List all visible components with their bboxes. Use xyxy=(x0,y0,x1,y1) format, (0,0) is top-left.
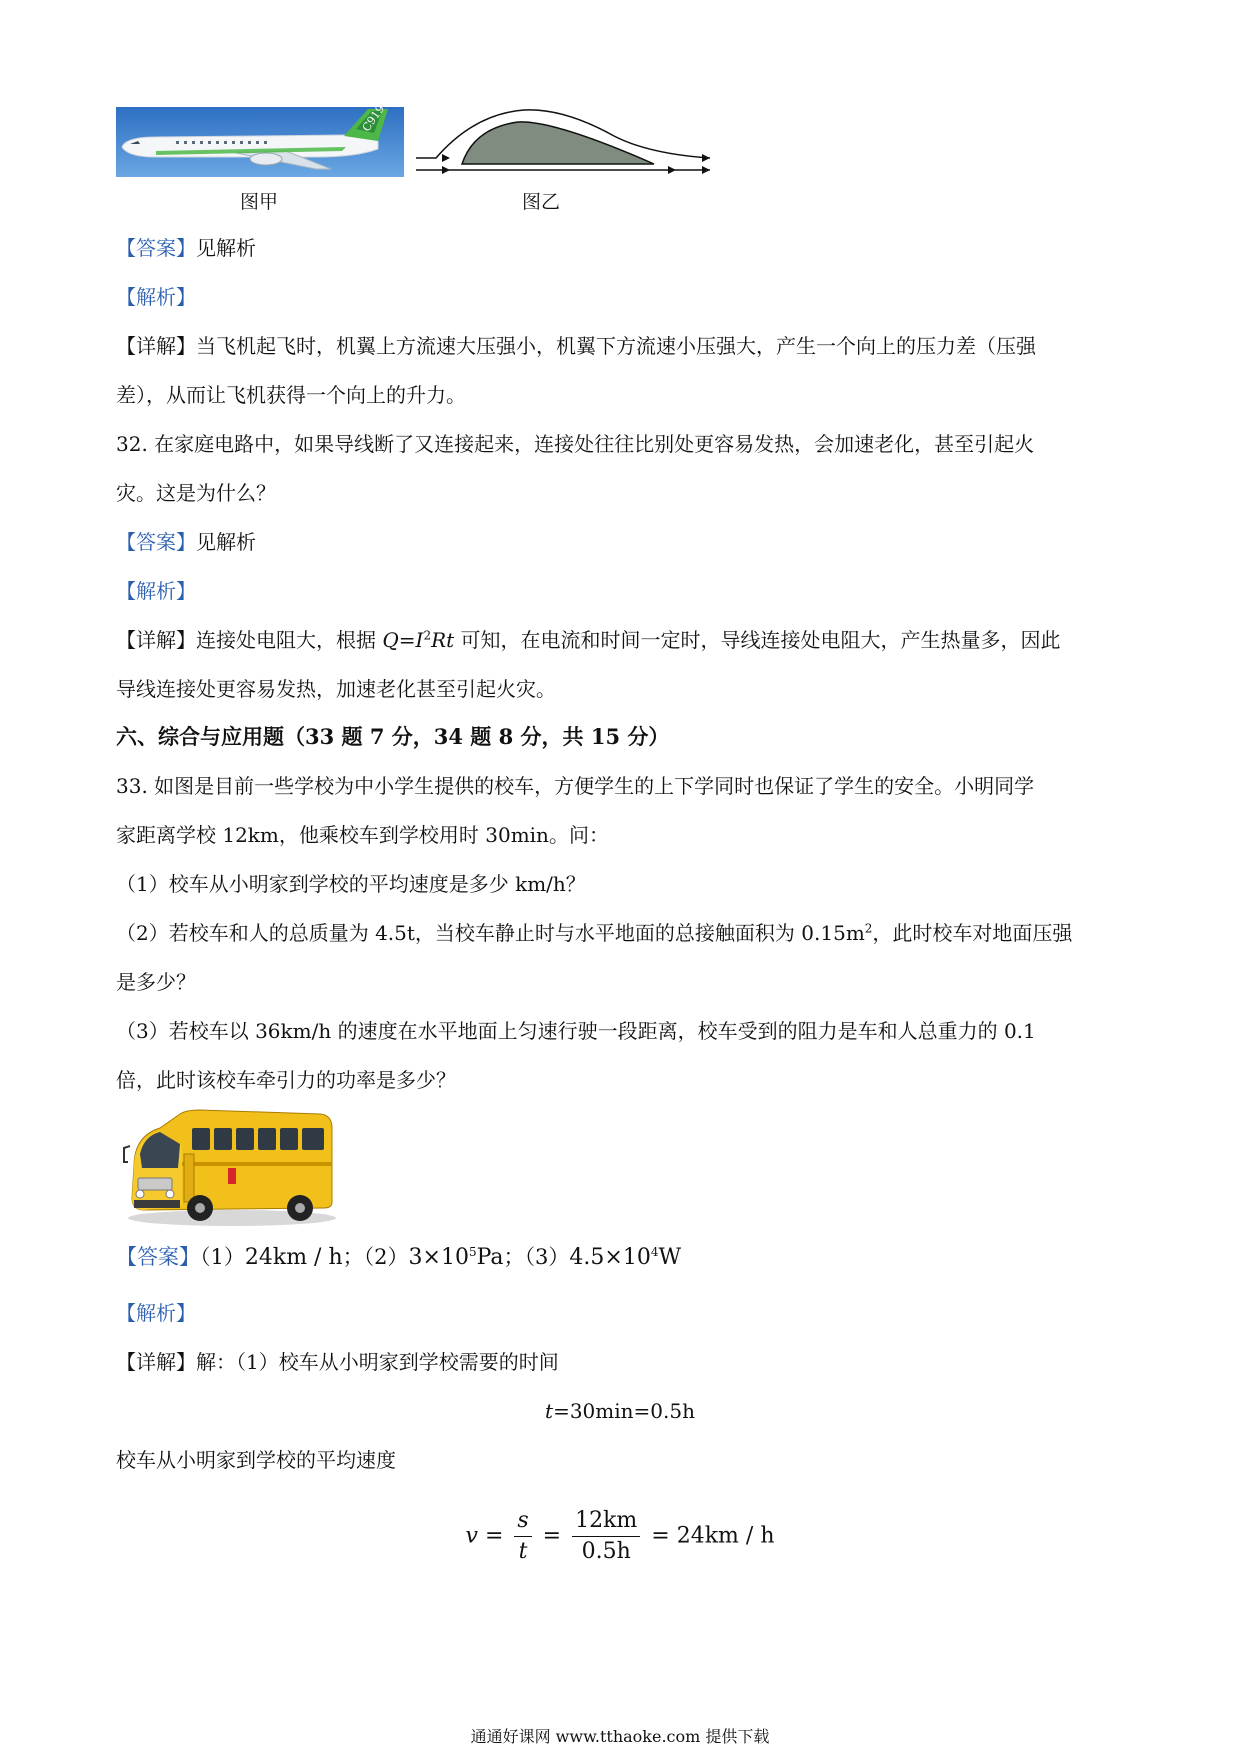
answer-tag: 【答案】 xyxy=(116,236,196,260)
plane-figure-caption: 图甲 xyxy=(240,191,279,213)
eq-time-rest: =30min=0.5h xyxy=(553,1399,695,1423)
q32-question-line2: 灾。这是为什么？ xyxy=(116,481,276,505)
section-heading: 六、综合与应用题（33 题 7 分，34 题 8 分，共 15 分） xyxy=(116,724,670,749)
ans1-value: 24km / h xyxy=(244,1245,343,1270)
speed-intro: 校车从小明家到学校的平均速度 xyxy=(116,1448,396,1472)
eq-den: 0.5h xyxy=(581,1539,631,1564)
q33-sub1: （1）校车从小明家到学校的平均速度是多少 km/h？ xyxy=(116,872,586,896)
ans2-unit: Pa xyxy=(476,1245,504,1270)
eq-num: 12km xyxy=(572,1506,640,1537)
answer-tag: 【答案】 xyxy=(116,1245,200,1269)
detail-text: 解：（1）校车从小明家到学校需要的时间 xyxy=(196,1350,559,1374)
sub2-exp: 2 xyxy=(864,921,873,936)
speed-equation xyxy=(0,1506,1240,1567)
school-bus-illustration xyxy=(120,1106,340,1228)
q33-sub3-line2: 倍，此时该校车牵引力的功率是多少？ xyxy=(116,1068,456,1092)
eq-result: 24km / h xyxy=(676,1523,775,1549)
answer-text: 见解析 xyxy=(196,236,256,260)
q32-detail-line1 xyxy=(116,626,1061,654)
plane-illustration xyxy=(116,107,404,177)
formula-i: I xyxy=(415,628,424,652)
ans2-label: （2） xyxy=(363,1245,409,1269)
formula-exp: 2 xyxy=(423,628,432,643)
airfoil-diagram xyxy=(414,108,714,180)
separator: ； xyxy=(503,1245,525,1269)
sub2-post: ，此时校车对地面压强 xyxy=(872,921,1073,945)
separator: ； xyxy=(342,1245,364,1269)
detail-post: 可知，在电流和时间一定时，导线连接处电阻大，产生热量多，因此 xyxy=(454,628,1061,652)
eq-s: s xyxy=(514,1506,531,1537)
q32-analysis-tag: 【解析】 xyxy=(116,579,196,603)
fraction-s-over-t xyxy=(514,1506,531,1567)
eq-v: v xyxy=(465,1523,478,1549)
answer-tag: 【答案】 xyxy=(116,530,196,554)
ans3-exp: 4 xyxy=(650,1245,659,1259)
airfoil-figure xyxy=(414,108,714,180)
q31-detail-line2: 差），从而让飞机获得一个向上的升力。 xyxy=(116,383,466,407)
q33-sub2-line2: 是多少？ xyxy=(116,970,196,994)
time-equation xyxy=(0,1397,1240,1425)
ans3-label: （3） xyxy=(524,1245,570,1269)
detail-tag: 【详解】 xyxy=(116,628,196,652)
ans3-base: 4.5×10 xyxy=(569,1245,651,1270)
formula-rt: Rt xyxy=(431,628,455,652)
footer-text: 通通好课网 www.tthaoke.com 提供下载 xyxy=(470,1727,770,1746)
ans2-exp: 5 xyxy=(468,1245,477,1259)
q33-answer xyxy=(116,1243,681,1272)
q33-analysis-tag: 【解析】 xyxy=(116,1301,196,1325)
q33-question-line2: 家距离学校 12km，他乘校车到学校用时 30min。问： xyxy=(116,823,609,847)
eq-time-var: t xyxy=(545,1399,554,1423)
sub2-pre: （2）若校车和人的总质量为 4.5t，当校车静止时与水平地面的总接触面积为 0.15m xyxy=(116,921,865,945)
q31-analysis-tag: 【解析】 xyxy=(116,285,196,309)
ans1-label: （1） xyxy=(200,1245,245,1269)
school-bus-figure xyxy=(120,1106,340,1228)
eq-t: t xyxy=(518,1539,528,1564)
q32-detail-line2: 导线连接处更容易发热，加速老化甚至引起火灾。 xyxy=(116,677,556,701)
detail-pre: 连接处电阻大，根据 xyxy=(196,628,383,652)
plane-tail-text: C919 xyxy=(359,107,388,134)
eq-sign: = xyxy=(484,1523,504,1549)
fraction-values xyxy=(572,1506,640,1567)
detail-text: 当飞机起飞时，机翼上方流速大压强小，机翼下方流速小压强大，产生一个向上的压力差（压强 xyxy=(196,334,1036,358)
plane-figure xyxy=(116,107,404,177)
q31-answer xyxy=(116,234,256,262)
ans3-unit: W xyxy=(658,1245,682,1270)
answer-text: 见解析 xyxy=(196,530,256,554)
detail-tag: 【详解】 xyxy=(116,334,196,358)
q33-question-line1: 33. 如图是目前一些学校为中小学生提供的校车，方便学生的上下学同时也保证了学生的安全。小明同学 xyxy=(116,774,1035,798)
q33-sub3-line1: （3）若校车以 36km/h 的速度在水平地面上匀速行驶一段距离，校车受到的阻力是车和人总重力的 0.1 xyxy=(116,1019,1036,1043)
q33-sub2-line1 xyxy=(116,919,1072,947)
ans2-base: 3×10 xyxy=(408,1245,469,1270)
eq-sign: = xyxy=(651,1523,670,1549)
airfoil-figure-caption: 图乙 xyxy=(522,191,561,213)
q31-detail-line1 xyxy=(116,332,1036,360)
q32-question-line1: 32. 在家庭电路中，如果导线断了又连接起来，连接处往往比别处更容易发热，会加速老化，甚至引起火 xyxy=(116,432,1035,456)
q33-detail xyxy=(116,1348,559,1376)
eq-sign: = xyxy=(542,1523,562,1549)
formula-eq: = xyxy=(398,628,416,652)
detail-tag: 【详解】 xyxy=(116,1350,196,1374)
formula-q: Q xyxy=(382,628,399,652)
q32-answer xyxy=(116,528,256,556)
